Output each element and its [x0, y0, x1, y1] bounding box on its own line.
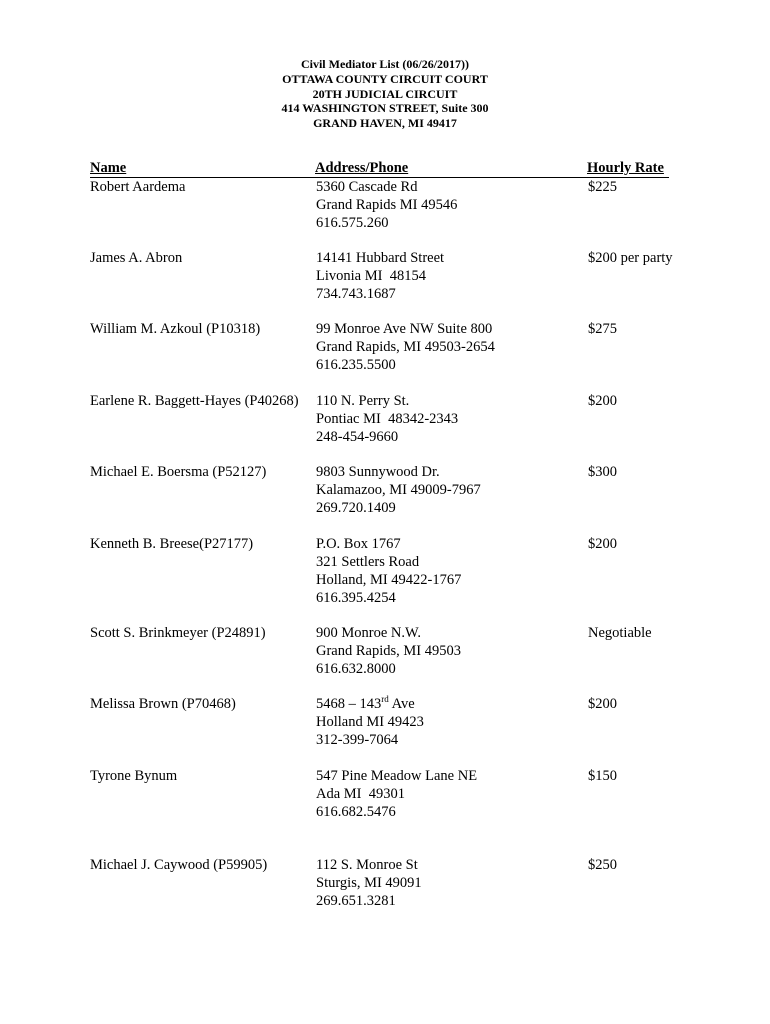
address-line: [316, 696, 424, 714]
mediator-name: Michael J. Caywood (P59905): [90, 857, 268, 873]
mediator-name: William M. Azkoul (P10318): [90, 321, 261, 337]
mediator-name: Kenneth B. Breese(P27177): [90, 536, 254, 552]
mediator-address: [316, 625, 461, 679]
address-street-number: 5468 – 143: [316, 696, 382, 712]
hourly-rate: $200 per party: [588, 250, 673, 266]
mediator-name: James A. Abron: [90, 250, 183, 266]
mediator-name: Melissa Brown (P70468): [90, 696, 236, 712]
mediator-address: [316, 321, 495, 375]
address-line: Grand Rapids, MI 49503-2654: [316, 338, 495, 355]
phone-number: 616.395.4254: [316, 589, 396, 606]
address-line: 5360 Cascade Rd: [316, 179, 418, 195]
address-line: Grand Rapids, MI 49503: [316, 642, 461, 659]
address-line: P.O. Box 1767: [316, 536, 401, 552]
phone-number: 734.743.1687: [316, 285, 396, 302]
mediator-address: [316, 857, 422, 911]
column-header-name: Name: [90, 160, 127, 176]
address-line: 14141 Hubbard Street: [316, 250, 445, 266]
circuit-name: 20TH JUDICIAL CIRCUIT: [312, 86, 458, 101]
address-line: 321 Settlers Road: [316, 553, 420, 570]
mediator-address: [316, 536, 461, 608]
mediator-address: [316, 393, 458, 447]
hourly-rate: Negotiable: [588, 625, 652, 641]
phone-number: 616.575.260: [316, 214, 389, 231]
mediator-address: [316, 696, 424, 750]
mediator-address: [316, 768, 477, 822]
address-line: 547 Pine Meadow Lane NE: [316, 768, 478, 784]
mediator-address: [316, 179, 457, 233]
phone-number: 616.632.8000: [316, 660, 396, 677]
address-line: Kalamazoo, MI 49009-7967: [316, 481, 481, 498]
address-line: Holland, MI 49422-1767: [316, 571, 462, 588]
phone-number: 616.235.5500: [316, 356, 396, 373]
hourly-rate: $275: [588, 321, 617, 337]
address-line: Sturgis, MI 49091: [316, 874, 422, 891]
phone-number: 248-454-9660: [316, 428, 399, 445]
court-city: GRAND HAVEN, MI 49417: [313, 116, 457, 131]
column-header-hourly-rate: Hourly Rate: [587, 160, 664, 176]
ordinal-suffix: rd: [381, 694, 389, 705]
column-header-address-phone: Address/Phone: [315, 160, 409, 176]
address-line: Ada MI 49301: [316, 785, 406, 802]
phone-number: 312-399-7064: [316, 731, 399, 748]
document-header: [0, 57, 770, 131]
court-name: OTTAWA COUNTY CIRCUIT COURT: [282, 71, 488, 86]
hourly-rate: $200: [588, 696, 617, 712]
mediator-address: [316, 250, 444, 304]
phone-number: 269.720.1409: [316, 499, 396, 516]
list-title: Civil Mediator List (06/26/2017)): [300, 57, 470, 71]
address-line: 9803 Sunnywood Dr.: [316, 464, 440, 480]
mediator-name: Earlene R. Baggett-Hayes (P40268): [90, 393, 299, 409]
mediator-address: [316, 464, 481, 518]
address-line: Pontiac MI 48342-2343: [316, 410, 459, 427]
address-street-type: Ave: [388, 696, 415, 712]
court-street: 414 WASHINGTON STREET, Suite 300: [281, 101, 489, 116]
mediator-name: Scott S. Brinkmeyer (P24891): [90, 625, 266, 641]
mediator-name: Michael E. Boersma (P52127): [90, 464, 267, 480]
column-headers: [90, 160, 669, 178]
phone-number: 616.682.5476: [316, 803, 396, 820]
address-line: Grand Rapids MI 49546: [316, 196, 458, 213]
hourly-rate: $250: [588, 857, 617, 873]
phone-number: 269.651.3281: [316, 892, 396, 909]
hourly-rate: $300: [588, 464, 617, 480]
address-line: 900 Monroe N.W.: [316, 625, 421, 641]
mediator-name: Tyrone Bynum: [90, 768, 178, 784]
hourly-rate: $225: [588, 179, 617, 195]
address-line: 112 S. Monroe St: [316, 857, 418, 873]
hourly-rate: $150: [588, 768, 617, 784]
mediator-name: Robert Aardema: [90, 179, 186, 195]
hourly-rate: $200: [588, 393, 617, 409]
address-line: Livonia MI 48154: [316, 267, 426, 284]
hourly-rate: $200: [588, 536, 617, 552]
address-line: Holland MI 49423: [316, 713, 424, 730]
address-line: 99 Monroe Ave NW Suite 800: [316, 321, 493, 337]
address-line: 110 N. Perry St.: [316, 393, 410, 409]
